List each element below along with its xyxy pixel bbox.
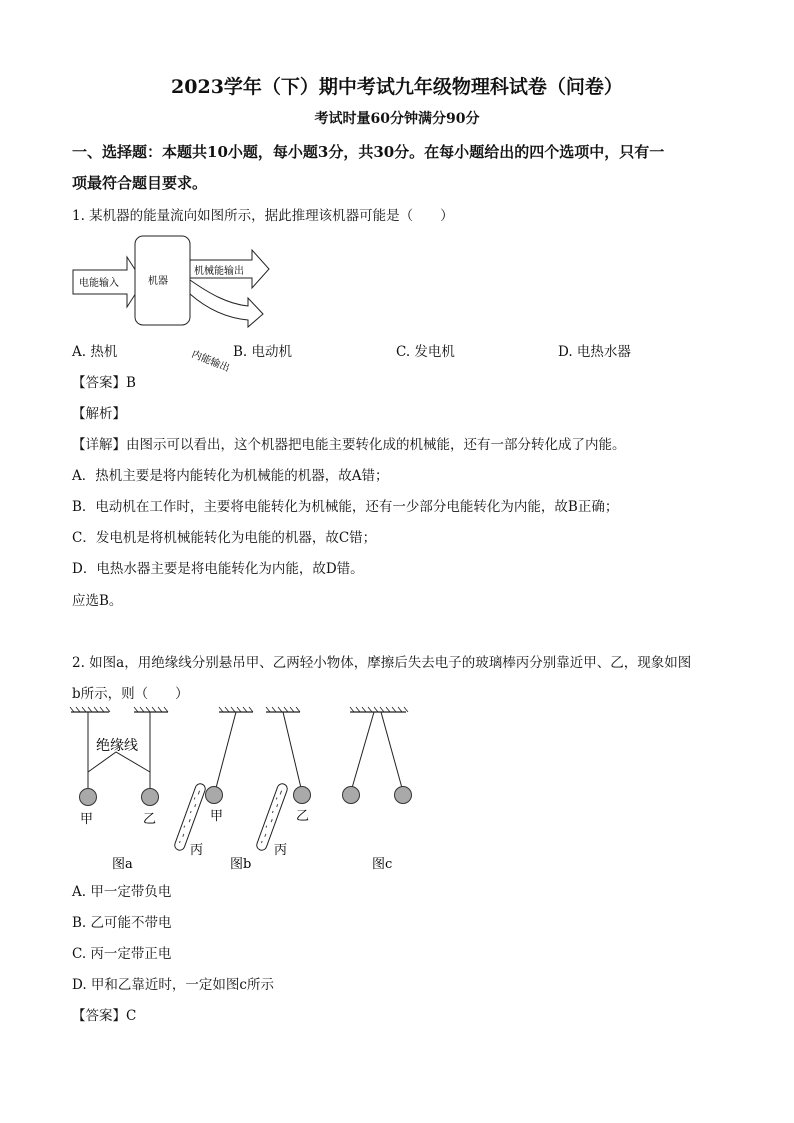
figure-b [173, 707, 310, 872]
fig-b-bing2-label: 丙 [274, 843, 288, 858]
fig-a-jia-label: 甲 [80, 812, 94, 827]
q1-answer: 【答案】B [72, 375, 136, 391]
q1-explain-a: A．热机主要是将内能转化为机械能的机器，故A错； [72, 468, 389, 484]
q1-explain-b: B．电动机在工作时，主要将电能转化为机械能，还有一少部分电能转化为内能，故B正确； [72, 499, 619, 515]
caption-c: 图c [372, 857, 393, 872]
section-heading-line2: 项最符合题目要求。 [72, 174, 208, 192]
q2-option-c[interactable]: C. 丙一定带正电 [72, 946, 172, 962]
figure-a [70, 707, 168, 872]
fig-a-yi-label: 乙 [143, 812, 157, 827]
page-title: 2023学年（下）期中考试九年级物理科试卷（问卷） [171, 76, 623, 98]
q1-option-c[interactable]: C. 发电机 [396, 344, 455, 360]
input-label: 电能输入 [79, 278, 119, 289]
q2-stem-line1: 2. 如图a，用绝缘线分别悬吊甲、乙两轻小物体，摩擦后失去电子的玻璃棒丙分别靠近甲、乙，现象如图 [72, 655, 692, 671]
mechanical-output-label: 机械能输出 [194, 266, 244, 277]
q2-answer: 【答案】C [72, 1008, 137, 1024]
caption-a: 图a [112, 857, 133, 872]
q1-option-d[interactable]: D. 电热水器 [558, 344, 631, 360]
machine-label: 机器 [148, 276, 168, 287]
q1-option-b[interactable]: B. 电动机 [233, 344, 293, 360]
q1-explain-c: C．发电机是将机械能转化为电能的机器，故C错； [72, 530, 377, 546]
q1-analysis-label: 【解析】 [72, 406, 126, 422]
fig-b-yi-label: 乙 [296, 809, 310, 824]
fig-b-jia-label: 甲 [210, 809, 224, 824]
fig-b-bing1-label: 丙 [190, 843, 204, 858]
q1-conclusion: 应选B。 [72, 593, 123, 609]
q1-option-a[interactable]: A. 热机 [72, 344, 118, 360]
figure-c [343, 707, 412, 872]
exam-info: 考试时量60分钟满分90分 [314, 111, 480, 127]
q1-explain-d: D．电热水器主要是将电能转化为内能，故D错。 [72, 561, 364, 577]
suspended-objects-figure [66, 700, 426, 875]
q2-option-d[interactable]: D. 甲和乙靠近时，一定如图c所示 [72, 977, 274, 993]
caption-b: 图b [230, 857, 252, 872]
q2-option-a[interactable]: A. 甲一定带负电 [72, 884, 172, 900]
q1-stem: 1. 某机器的能量流向如图所示，据此推理该机器可能是（ ） [72, 208, 454, 224]
section-heading-line1: 一、选择题：本题共10小题，每小题3分，共30分。在每小题给出的四个选项中，只有一 [72, 143, 665, 161]
q1-detail: 【详解】由图示可以看出，这个机器把电能主要转化成的机械能，还有一部分转化成了内能。 [72, 437, 626, 453]
q2-stem-line2: b所示，则（ ） [72, 686, 189, 702]
insulated-thread-label: 绝缘线 [96, 738, 138, 754]
internal-output-label: 内能输出 [189, 349, 232, 375]
q2-option-b[interactable]: B. 乙可能不带电 [72, 915, 172, 931]
